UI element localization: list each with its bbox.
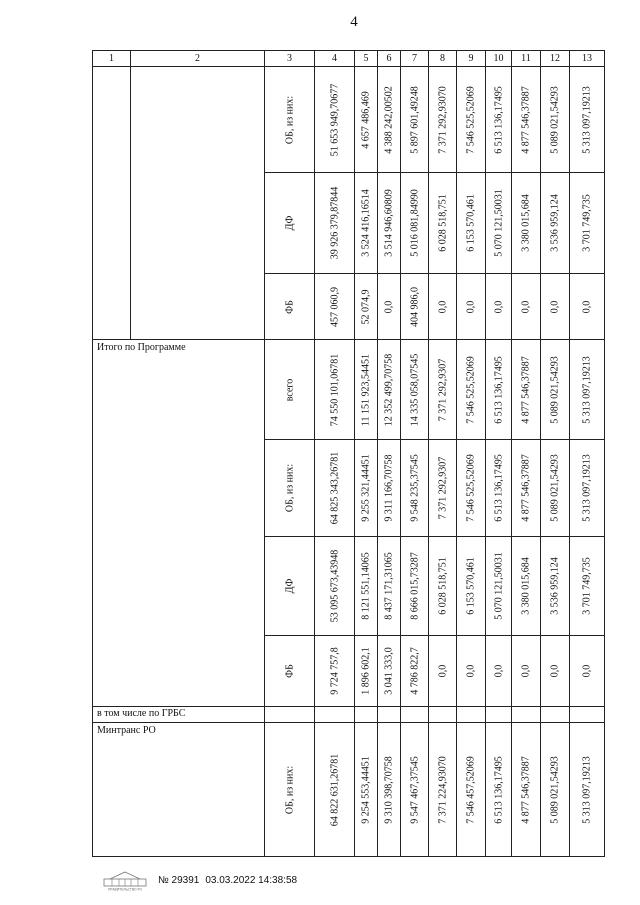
section-itogo: Итого по Программе	[93, 340, 265, 707]
value-cell: 7 546 525,52069	[457, 440, 486, 537]
value-cell: 3 380 015,684	[512, 173, 541, 274]
value-cell: 8 121 551,14065	[355, 537, 378, 636]
value-cell: 9 310 398,70758	[378, 723, 401, 857]
value-cell: 6 513 136,17495	[486, 723, 512, 857]
empty-cell	[131, 67, 265, 340]
value-cell: 0,0	[429, 274, 457, 340]
page-number: 4	[350, 14, 358, 30]
value-cell: 6 153 570,461	[457, 173, 486, 274]
col-number: 11	[512, 51, 541, 67]
col-number: 8	[429, 51, 457, 67]
value-cell: 0,0	[570, 274, 605, 340]
section-mintrans: Минтранс РО	[93, 723, 265, 857]
value-cell: 74 550 101,06781	[315, 340, 355, 440]
value-cell: 0,0	[486, 274, 512, 340]
type-label: ОБ, из них:	[265, 440, 315, 537]
col-number: 12	[541, 51, 570, 67]
value-cell: 3 536 959,124	[541, 537, 570, 636]
value-cell: 51 653 949,70677	[315, 67, 355, 173]
value-cell: 0,0	[378, 274, 401, 340]
value-cell: 3 524 416,16514	[355, 173, 378, 274]
type-label: ФБ	[265, 274, 315, 340]
value-cell: 0,0	[541, 274, 570, 340]
budget-table	[92, 50, 605, 857]
value-cell: 4 786 822,7	[401, 636, 429, 707]
value-cell: 5 313 097,19213	[570, 440, 605, 537]
type-label: ДФ	[265, 537, 315, 636]
value-cell: 0,0	[541, 636, 570, 707]
value-cell: 3 536 959,124	[541, 173, 570, 274]
value-cell: 12 352 499,70758	[378, 340, 401, 440]
value-cell: 5 313 097,19213	[570, 723, 605, 857]
col-number: 7	[401, 51, 429, 67]
value-cell: 0,0	[457, 274, 486, 340]
value-cell: 3 514 946,60809	[378, 173, 401, 274]
value-cell: 4 877 546,37887	[512, 440, 541, 537]
government-building-icon	[100, 869, 150, 891]
doc-datetime: 03.03.2022 14:38:58	[205, 874, 298, 886]
value-cell: 52 074,9	[355, 274, 378, 340]
value-cell: 457 060,9	[315, 274, 355, 340]
value-cell: 7 371 292,93070	[429, 67, 457, 173]
footer-stamp	[100, 868, 297, 892]
value-cell: 6 028 518,751	[429, 537, 457, 636]
row-grbs	[93, 707, 605, 723]
value-cell: 6 153 570,461	[457, 537, 486, 636]
value-cell: 6 028 518,751	[429, 173, 457, 274]
value-cell: 64 825 343,26781	[315, 440, 355, 537]
value-cell: 0,0	[486, 636, 512, 707]
value-cell: 3 380 015,684	[512, 537, 541, 636]
value-cell: 14 335 058,07545	[401, 340, 429, 440]
row-mintrans-ob	[93, 723, 605, 857]
type-label: ОБ, из них:	[265, 723, 315, 857]
value-cell: 5 897 601,49248	[401, 67, 429, 173]
value-cell: 7 371 292,9307	[429, 340, 457, 440]
col-number: 9	[457, 51, 486, 67]
value-cell: 5 089 021,54293	[541, 723, 570, 857]
value-cell: 3 041 333,0	[378, 636, 401, 707]
col-number: 1	[93, 51, 131, 67]
value-cell: 5 070 121,50031	[486, 173, 512, 274]
row-top-ob	[93, 67, 605, 173]
type-label: ОБ, из них:	[265, 67, 315, 173]
value-cell: 5 089 021,54293	[541, 67, 570, 173]
value-cell: 4 877 546,37887	[512, 67, 541, 173]
value-cell: 7 371 224,93070	[429, 723, 457, 857]
value-cell: 3 701 749,735	[570, 537, 605, 636]
value-cell: 4 388 242,00502	[378, 67, 401, 173]
svg-text:ПРАВИТЕЛЬСТВО РО: ПРАВИТЕЛЬСТВО РО	[108, 887, 142, 891]
value-cell: 0,0	[512, 274, 541, 340]
value-cell: 64 822 631,26781	[315, 723, 355, 857]
value-cell: 0,0	[429, 636, 457, 707]
value-cell: 6 513 136,17495	[486, 67, 512, 173]
value-cell: 0,0	[457, 636, 486, 707]
value-cell: 7 546 525,52069	[457, 340, 486, 440]
col-number: 10	[486, 51, 512, 67]
row-itogo-vsego	[93, 340, 605, 440]
value-cell: 4 657 486,469	[355, 67, 378, 173]
value-cell: 1 896 602,1	[355, 636, 378, 707]
doc-number: № 29391	[158, 874, 200, 886]
header-row	[93, 51, 605, 67]
value-cell: 8 666 015,73287	[401, 537, 429, 636]
col-number: 6	[378, 51, 401, 67]
value-cell: 6 513 136,17495	[486, 340, 512, 440]
value-cell: 9 254 553,44451	[355, 723, 378, 857]
value-cell: 4 877 546,37887	[512, 723, 541, 857]
value-cell: 7 371 292,9307	[429, 440, 457, 537]
col-number: 13	[570, 51, 605, 67]
value-cell: 7 546 457,52069	[457, 723, 486, 857]
value-cell: 3 701 749,735	[570, 173, 605, 274]
value-cell: 9 548 235,37545	[401, 440, 429, 537]
col-number: 3	[265, 51, 315, 67]
value-cell: 5 313 097,19213	[570, 67, 605, 173]
type-label: всего	[265, 340, 315, 440]
value-cell: 0,0	[570, 636, 605, 707]
value-cell: 0,0	[512, 636, 541, 707]
type-label: ФБ	[265, 636, 315, 707]
value-cell: 5 089 021,54293	[541, 440, 570, 537]
value-cell: 4 877 546,37887	[512, 340, 541, 440]
value-cell: 9 547 467,37545	[401, 723, 429, 857]
value-cell: 404 986,0	[401, 274, 429, 340]
type-label: ДФ	[265, 173, 315, 274]
value-cell: 11 151 923,54451	[355, 340, 378, 440]
value-cell: 53 095 673,43948	[315, 537, 355, 636]
section-grbs: в том числе по ГРБС	[93, 707, 265, 723]
col-number: 2	[131, 51, 265, 67]
value-cell: 9 311 166,70758	[378, 440, 401, 537]
value-cell: 9 724 757,8	[315, 636, 355, 707]
value-cell: 5 313 097,19213	[570, 340, 605, 440]
value-cell: 5 089 021,54293	[541, 340, 570, 440]
value-cell: 39 926 379,87844	[315, 173, 355, 274]
col-number: 5	[355, 51, 378, 67]
col-number: 4	[315, 51, 355, 67]
value-cell: 8 437 171,31065	[378, 537, 401, 636]
value-cell: 5 016 081,84990	[401, 173, 429, 274]
value-cell: 7 546 525,52069	[457, 67, 486, 173]
value-cell: 6 513 136,17495	[486, 440, 512, 537]
value-cell: 9 255 321,44451	[355, 440, 378, 537]
empty-cell	[93, 67, 131, 340]
value-cell: 5 070 121,50031	[486, 537, 512, 636]
